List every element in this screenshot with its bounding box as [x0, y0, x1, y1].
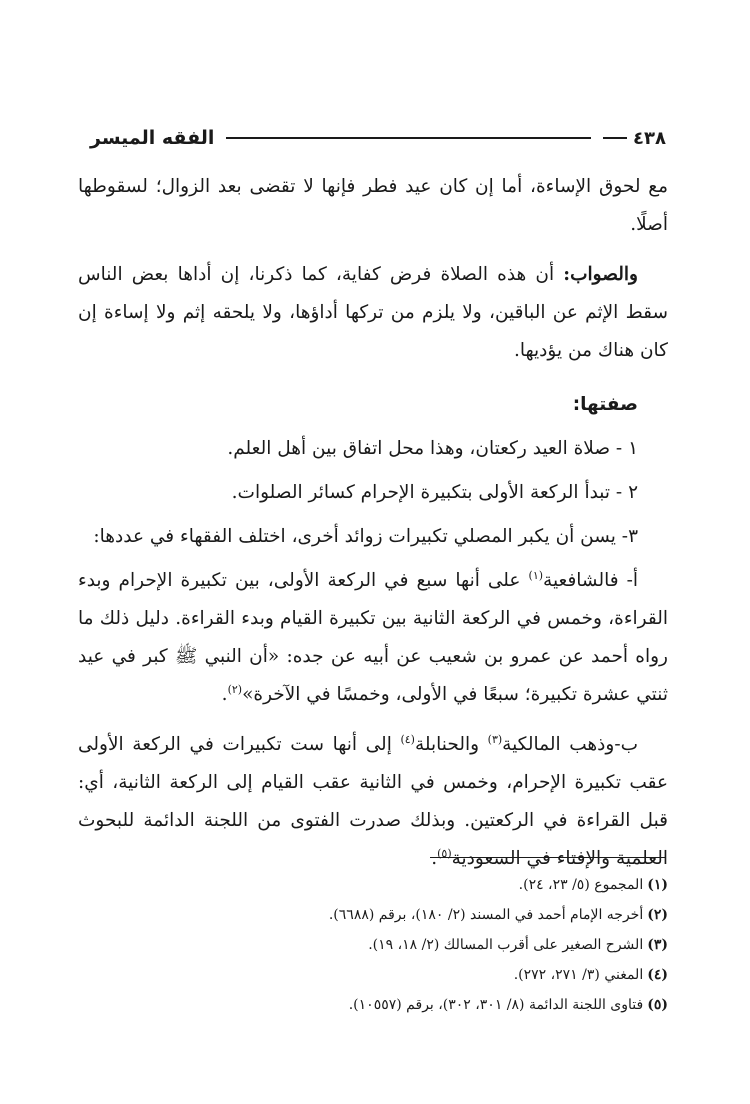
shafii-label: أ- فالشافعية: [543, 570, 638, 591]
footnote-4: [90, 960, 668, 990]
footnote-number: (٥): [647, 997, 668, 1013]
list-item-3: ٣- يسن أن يكبر المصلي تكبيرات زوائد أخرى، اختلف الفقهاء في عددها:: [93, 526, 638, 547]
paragraph-maliki-hanbali: [78, 726, 668, 878]
section-heading: صفتها:: [572, 394, 638, 415]
footnote-text: المجموع (٥/ ٢٣، ٢٤).: [518, 877, 644, 893]
maliki-hanbali-end: .: [431, 848, 438, 869]
footnote-ref-3[interactable]: (٣): [487, 732, 503, 746]
page-header: [90, 124, 666, 152]
list-item-2: ٢ - تبدأ الركعة الأولى بتكبيرة الإحرام كسائر الصلوات.: [231, 482, 638, 503]
paragraph-continuation: مع لحوق الإساءة، أما إن كان عيد فطر فإنها لا تقضى بعد الزوال؛ لسقوطها أصلًا.: [78, 176, 668, 235]
footnote-3: [90, 930, 668, 960]
maliki-label: ب-وذهب المالكية: [502, 734, 638, 755]
header-rule-short: [603, 137, 627, 139]
hanbali-label: والحنابلة: [414, 734, 488, 755]
footnote-ref-4[interactable]: (٤): [400, 732, 415, 746]
footnote-2: [90, 900, 668, 930]
footnotes: [90, 870, 668, 1020]
footnote-5: [90, 990, 668, 1020]
header-rule-long: [226, 137, 591, 139]
page-number: ٤٣٨: [633, 127, 666, 149]
footnote-text: الشرح الصغير على أقرب المسالك (٢/ ١٨، ١٩).: [368, 937, 644, 953]
footnote-text: فتاوى اللجنة الدائمة (٨/ ٣٠١، ٣٠٢)، برقم (١٠٥٥٧).: [348, 997, 644, 1013]
correct-text: أن هذه الصلاة فرض كفاية، كما ذكرنا، إن أداها بعض الناس سقط الإثم عن الباقين، ولا يلزم من تركها أداؤها، ولا يلحقه إثم ولا إساءة إن كان هناك من يؤديها.: [78, 264, 668, 361]
maliki-hanbali-text: إلى أنها ست تكبيرات في الركعة الأولى عقب تكبيرة الإحرام، وخمس في الثانية عقب القيام إلى الركعة الثانية، أي: قبل القراءة في الركعتين. وبذلك صدرت الفتوى من اللجنة الدائمة للبحوث العلمية والإفتاء في السعودية: [78, 734, 668, 869]
footnote-ref-2[interactable]: (٢): [227, 682, 243, 696]
shafii-text: على أنها سبع في الركعة الأولى، بين تكبيرة الإحرام وبدء القراءة، وخمس في الركعة الثانية بين تكبيرة القيام وبدء القراءة. دليل ذلك ما رواه أحمد عن عمرو بن شعيب عن أبيه عن جده: «أن النبي ﷺ كبر في عيد ثنتي عشرة تكبيرة؛ سبعًا في الأولى، وخمسًا في الآخرة»: [78, 570, 668, 705]
footnote-separator: [430, 857, 666, 858]
paragraph-shafii: [78, 562, 668, 714]
correct-label: والصواب:: [563, 264, 638, 285]
footnote-number: (٤): [647, 967, 668, 983]
footnote-number: (٢): [647, 907, 668, 923]
book-title: الفقه الميسر: [90, 127, 215, 149]
footnote-1: [90, 870, 668, 900]
footnote-number: (٣): [647, 937, 668, 953]
shafii-end: .: [221, 684, 228, 705]
main-text: [78, 168, 668, 878]
list-item-1: ١ - صلاة العيد ركعتان، وهذا محل اتفاق بين أهل العلم.: [227, 438, 638, 459]
footnote-ref-1[interactable]: (١): [528, 568, 544, 582]
footnote-number: (١): [647, 877, 668, 893]
footnote-text: المغني (٣/ ٢٧١، ٢٧٢).: [513, 967, 644, 983]
footnote-ref-5[interactable]: (٥): [437, 846, 452, 860]
paragraph-correct-view: [78, 256, 668, 370]
footnote-text: أخرجه الإمام أحمد في المسند (٢/ ١٨٠)، برقم (٦٦٨٨).: [328, 907, 644, 923]
